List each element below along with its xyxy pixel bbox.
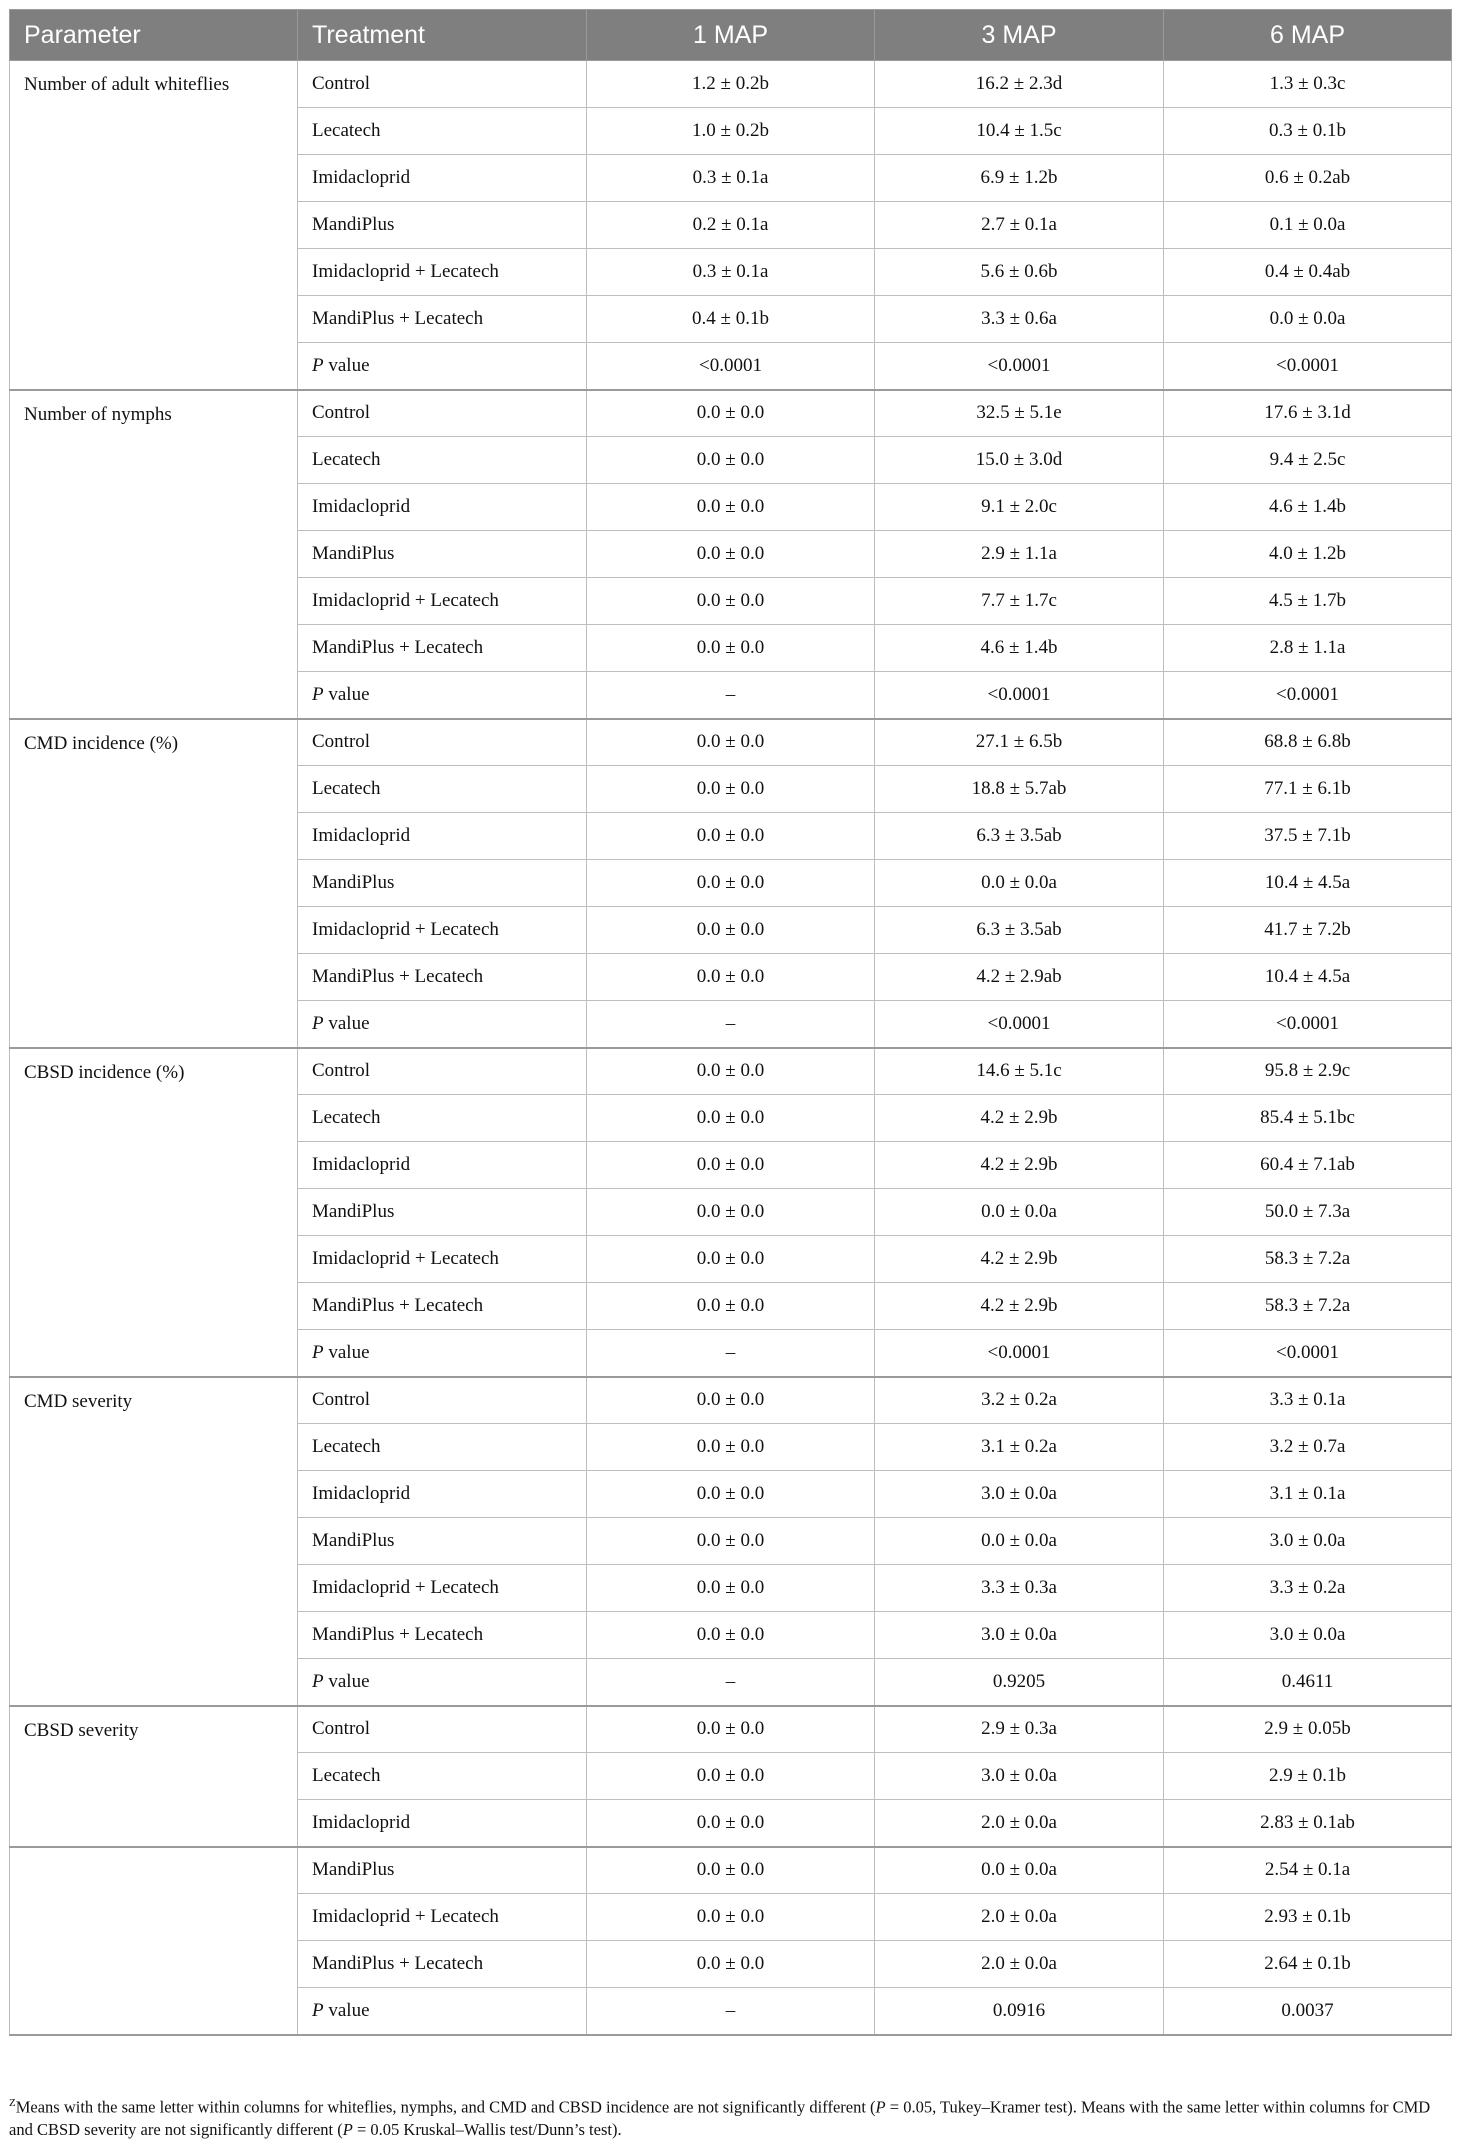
- header-1-map: 1 MAP: [587, 10, 875, 61]
- p-value-label: [298, 343, 587, 390]
- treatment-cell: Imidacloprid: [298, 484, 587, 531]
- value-3-map: 4.2 ± 2.9b: [875, 1142, 1164, 1189]
- treatment-cell: MandiPlus + Lecatech: [298, 625, 587, 672]
- value-6-map: 3.0 ± 0.0a: [1164, 1518, 1452, 1565]
- value-6-map: 2.83 ± 0.1ab: [1164, 1800, 1452, 1847]
- value-3-map: 0.0 ± 0.0a: [875, 860, 1164, 907]
- value-3-map: 3.1 ± 0.2a: [875, 1424, 1164, 1471]
- treatment-cell: Imidacloprid + Lecatech: [298, 249, 587, 296]
- p-value-label: [298, 1659, 587, 1706]
- footnote-marker: Z: [9, 2097, 16, 2109]
- value-3-map: 3.0 ± 0.0a: [875, 1753, 1164, 1800]
- value-1-map: 0.0 ± 0.0: [587, 860, 875, 907]
- value-1-map: 0.0 ± 0.0: [587, 1894, 875, 1941]
- value-1-map: 0.0 ± 0.0: [587, 531, 875, 578]
- p-italic: P: [312, 1012, 324, 1034]
- value-3-map: 2.7 ± 0.1a: [875, 202, 1164, 249]
- value-3-map: 3.2 ± 0.2a: [875, 1377, 1164, 1424]
- value-1-map: 0.0 ± 0.0: [587, 1612, 875, 1659]
- p-value-6-map: <0.0001: [1164, 1330, 1452, 1377]
- treatment-cell: Control: [298, 390, 587, 437]
- value-3-map: 4.2 ± 2.9b: [875, 1236, 1164, 1283]
- treatment-cell: Control: [298, 61, 587, 108]
- table-row: [10, 390, 1452, 437]
- value-6-map: 2.54 ± 0.1a: [1164, 1847, 1452, 1894]
- p-label-rest: value: [323, 1999, 370, 2021]
- treatment-cell: Control: [298, 1377, 587, 1424]
- value-1-map: 0.0 ± 0.0: [587, 1424, 875, 1471]
- value-6-map: 17.6 ± 3.1d: [1164, 390, 1452, 437]
- p-italic: P: [312, 1670, 324, 1692]
- table-row: [10, 1847, 1452, 1894]
- value-3-map: 2.0 ± 0.0a: [875, 1941, 1164, 1988]
- treatment-cell: Imidacloprid + Lecatech: [298, 1565, 587, 1612]
- p-value-1-map: <0.0001: [587, 343, 875, 390]
- value-3-map: 14.6 ± 5.1c: [875, 1048, 1164, 1095]
- treatment-cell: MandiPlus: [298, 1189, 587, 1236]
- treatment-cell: Control: [298, 719, 587, 766]
- value-6-map: 2.9 ± 0.05b: [1164, 1706, 1452, 1753]
- value-3-map: 6.3 ± 3.5ab: [875, 907, 1164, 954]
- treatment-cell: MandiPlus: [298, 1518, 587, 1565]
- treatment-cell: Imidacloprid: [298, 813, 587, 860]
- p-value-1-map: –: [587, 1988, 875, 2035]
- p-value-3-map: <0.0001: [875, 1001, 1164, 1048]
- treatment-cell: MandiPlus: [298, 531, 587, 578]
- value-1-map: 0.0 ± 0.0: [587, 1941, 875, 1988]
- value-3-map: 4.2 ± 2.9b: [875, 1095, 1164, 1142]
- treatment-cell: Imidacloprid + Lecatech: [298, 578, 587, 625]
- treatment-cell: Lecatech: [298, 1095, 587, 1142]
- value-1-map: 0.3 ± 0.1a: [587, 155, 875, 202]
- treatment-cell: Lecatech: [298, 766, 587, 813]
- value-6-map: 0.0 ± 0.0a: [1164, 296, 1452, 343]
- header-treatment: Treatment: [298, 10, 587, 61]
- value-1-map: 0.2 ± 0.1a: [587, 202, 875, 249]
- parameter-cell: Number of adult whiteflies: [10, 61, 298, 390]
- p-value-3-map: 0.0916: [875, 1988, 1164, 2035]
- p-value-6-map: <0.0001: [1164, 672, 1452, 719]
- p-label-rest: value: [323, 1670, 370, 1692]
- value-6-map: 0.1 ± 0.0a: [1164, 202, 1452, 249]
- p-value-6-map: <0.0001: [1164, 1001, 1452, 1048]
- footnote-p-2: P: [342, 2119, 353, 2139]
- value-1-map: 0.0 ± 0.0: [587, 813, 875, 860]
- p-label-rest: value: [323, 683, 370, 705]
- treatment-cell: Lecatech: [298, 108, 587, 155]
- value-3-map: 6.9 ± 1.2b: [875, 155, 1164, 202]
- value-1-map: 0.0 ± 0.0: [587, 1048, 875, 1095]
- value-1-map: 0.0 ± 0.0: [587, 625, 875, 672]
- value-1-map: 0.3 ± 0.1a: [587, 249, 875, 296]
- value-6-map: 0.3 ± 0.1b: [1164, 108, 1452, 155]
- p-value-label: [298, 672, 587, 719]
- table-row: [10, 1048, 1452, 1095]
- value-6-map: 58.3 ± 7.2a: [1164, 1283, 1452, 1330]
- value-6-map: 4.6 ± 1.4b: [1164, 484, 1452, 531]
- p-italic: P: [312, 354, 324, 376]
- value-6-map: 3.0 ± 0.0a: [1164, 1612, 1452, 1659]
- p-label-rest: value: [323, 1341, 370, 1363]
- value-1-map: 0.0 ± 0.0: [587, 1847, 875, 1894]
- header-row: [10, 10, 1452, 61]
- parameter-cell: CBSD incidence (%): [10, 1048, 298, 1377]
- value-1-map: 0.0 ± 0.0: [587, 954, 875, 1001]
- p-value-6-map: <0.0001: [1164, 343, 1452, 390]
- value-6-map: 3.3 ± 0.2a: [1164, 1565, 1452, 1612]
- treatment-cell: Control: [298, 1048, 587, 1095]
- treatment-cell: Imidacloprid: [298, 1800, 587, 1847]
- p-label-rest: value: [323, 354, 370, 376]
- footnote-text-2: = 0.05, Tukey–Kramer test). Means with the same letter within columns for CMD and CBSD severity are not significantly different (: [9, 2097, 1431, 2139]
- value-1-map: 0.0 ± 0.0: [587, 578, 875, 625]
- value-6-map: 3.3 ± 0.1a: [1164, 1377, 1452, 1424]
- p-label-rest: value: [323, 1012, 370, 1034]
- treatment-cell: MandiPlus + Lecatech: [298, 1612, 587, 1659]
- header-3-map: 3 MAP: [875, 10, 1164, 61]
- value-1-map: 0.0 ± 0.0: [587, 1377, 875, 1424]
- value-6-map: 2.64 ± 0.1b: [1164, 1941, 1452, 1988]
- value-1-map: 0.0 ± 0.0: [587, 1706, 875, 1753]
- header-6-map: 6 MAP: [1164, 10, 1452, 61]
- value-1-map: 0.0 ± 0.0: [587, 1565, 875, 1612]
- table-row: [10, 719, 1452, 766]
- value-1-map: 0.0 ± 0.0: [587, 1283, 875, 1330]
- footnote-text-3: = 0.05 Kruskal–Wallis test/Dunn’s test).: [352, 2119, 622, 2139]
- results-table: [9, 9, 1452, 2036]
- parameter-cell: CMD severity: [10, 1377, 298, 1706]
- value-1-map: 0.0 ± 0.0: [587, 1518, 875, 1565]
- p-value-6-map: 0.4611: [1164, 1659, 1452, 1706]
- value-3-map: 2.9 ± 1.1a: [875, 531, 1164, 578]
- value-3-map: 10.4 ± 1.5c: [875, 108, 1164, 155]
- value-3-map: 7.7 ± 1.7c: [875, 578, 1164, 625]
- treatment-cell: MandiPlus: [298, 1847, 587, 1894]
- treatment-cell: MandiPlus + Lecatech: [298, 296, 587, 343]
- value-1-map: 0.4 ± 0.1b: [587, 296, 875, 343]
- value-1-map: 0.0 ± 0.0: [587, 719, 875, 766]
- table-row: [10, 1377, 1452, 1424]
- p-value-3-map: <0.0001: [875, 343, 1164, 390]
- value-1-map: 0.0 ± 0.0: [587, 390, 875, 437]
- value-6-map: 10.4 ± 4.5a: [1164, 860, 1452, 907]
- value-6-map: 37.5 ± 7.1b: [1164, 813, 1452, 860]
- value-3-map: 3.0 ± 0.0a: [875, 1471, 1164, 1518]
- p-value-1-map: –: [587, 672, 875, 719]
- value-3-map: 16.2 ± 2.3d: [875, 61, 1164, 108]
- table-body: [10, 61, 1452, 2035]
- value-1-map: 0.0 ± 0.0: [587, 1095, 875, 1142]
- value-6-map: 60.4 ± 7.1ab: [1164, 1142, 1452, 1189]
- value-1-map: 0.0 ± 0.0: [587, 484, 875, 531]
- treatment-cell: Imidacloprid + Lecatech: [298, 1236, 587, 1283]
- p-value-3-map: <0.0001: [875, 672, 1164, 719]
- value-6-map: 1.3 ± 0.3c: [1164, 61, 1452, 108]
- treatment-cell: Imidacloprid: [298, 1471, 587, 1518]
- footnote-text-1: Means with the same letter within columns for whiteflies, nymphs, and CMD and CBSD incidence are not significantly different (: [15, 2097, 876, 2117]
- treatment-cell: Lecatech: [298, 437, 587, 484]
- treatment-cell: MandiPlus + Lecatech: [298, 1283, 587, 1330]
- treatment-cell: MandiPlus: [298, 860, 587, 907]
- parameter-cell: Number of nymphs: [10, 390, 298, 719]
- value-6-map: 3.1 ± 0.1a: [1164, 1471, 1452, 1518]
- value-1-map: 0.0 ± 0.0: [587, 1800, 875, 1847]
- value-1-map: 0.0 ± 0.0: [587, 907, 875, 954]
- value-6-map: 2.93 ± 0.1b: [1164, 1894, 1452, 1941]
- treatment-cell: MandiPlus + Lecatech: [298, 1941, 587, 1988]
- value-1-map: 0.0 ± 0.0: [587, 1753, 875, 1800]
- value-6-map: 4.5 ± 1.7b: [1164, 578, 1452, 625]
- value-6-map: 41.7 ± 7.2b: [1164, 907, 1452, 954]
- treatment-cell: Imidacloprid + Lecatech: [298, 1894, 587, 1941]
- value-1-map: 0.0 ± 0.0: [587, 1236, 875, 1283]
- value-3-map: 6.3 ± 3.5ab: [875, 813, 1164, 860]
- value-1-map: 1.2 ± 0.2b: [587, 61, 875, 108]
- value-6-map: 0.4 ± 0.4ab: [1164, 249, 1452, 296]
- p-value-label: [298, 1330, 587, 1377]
- value-3-map: 2.9 ± 0.3a: [875, 1706, 1164, 1753]
- value-3-map: 5.6 ± 0.6b: [875, 249, 1164, 296]
- value-6-map: 10.4 ± 4.5a: [1164, 954, 1452, 1001]
- table-row: [10, 61, 1452, 108]
- value-3-map: 0.0 ± 0.0a: [875, 1847, 1164, 1894]
- value-6-map: 50.0 ± 7.3a: [1164, 1189, 1452, 1236]
- value-6-map: 3.2 ± 0.7a: [1164, 1424, 1452, 1471]
- p-value-label: [298, 1988, 587, 2035]
- value-3-map: 32.5 ± 5.1e: [875, 390, 1164, 437]
- treatment-cell: Imidacloprid + Lecatech: [298, 907, 587, 954]
- treatment-cell: Imidacloprid: [298, 1142, 587, 1189]
- value-3-map: 4.2 ± 2.9ab: [875, 954, 1164, 1001]
- value-6-map: 9.4 ± 2.5c: [1164, 437, 1452, 484]
- value-1-map: 1.0 ± 0.2b: [587, 108, 875, 155]
- parameter-cell: CBSD severity: [10, 1706, 298, 1847]
- header-parameter: Parameter: [10, 10, 298, 61]
- p-value-1-map: –: [587, 1330, 875, 1377]
- value-6-map: 4.0 ± 1.2b: [1164, 531, 1452, 578]
- p-italic: P: [312, 1341, 324, 1363]
- treatment-cell: Lecatech: [298, 1753, 587, 1800]
- p-italic: P: [312, 683, 324, 705]
- p-value-label: [298, 1001, 587, 1048]
- value-6-map: 77.1 ± 6.1b: [1164, 766, 1452, 813]
- value-3-map: 4.2 ± 2.9b: [875, 1283, 1164, 1330]
- value-6-map: 68.8 ± 6.8b: [1164, 719, 1452, 766]
- value-3-map: 27.1 ± 6.5b: [875, 719, 1164, 766]
- treatment-cell: MandiPlus + Lecatech: [298, 954, 587, 1001]
- value-1-map: 0.0 ± 0.0: [587, 437, 875, 484]
- treatment-cell: Lecatech: [298, 1424, 587, 1471]
- value-3-map: 18.8 ± 5.7ab: [875, 766, 1164, 813]
- value-6-map: 58.3 ± 7.2a: [1164, 1236, 1452, 1283]
- value-3-map: 0.0 ± 0.0a: [875, 1518, 1164, 1565]
- value-1-map: 0.0 ± 0.0: [587, 766, 875, 813]
- value-6-map: 2.8 ± 1.1a: [1164, 625, 1452, 672]
- value-6-map: 85.4 ± 5.1bc: [1164, 1095, 1452, 1142]
- value-6-map: 0.6 ± 0.2ab: [1164, 155, 1452, 202]
- value-3-map: 0.0 ± 0.0a: [875, 1189, 1164, 1236]
- value-6-map: 95.8 ± 2.9c: [1164, 1048, 1452, 1095]
- value-3-map: 3.3 ± 0.3a: [875, 1565, 1164, 1612]
- table-footnote: [9, 2092, 1451, 2141]
- value-3-map: 3.3 ± 0.6a: [875, 296, 1164, 343]
- parameter-cell: CMD incidence (%): [10, 719, 298, 1048]
- value-3-map: 2.0 ± 0.0a: [875, 1800, 1164, 1847]
- p-italic: P: [312, 1999, 324, 2021]
- value-3-map: 15.0 ± 3.0d: [875, 437, 1164, 484]
- treatment-cell: MandiPlus: [298, 202, 587, 249]
- value-3-map: 9.1 ± 2.0c: [875, 484, 1164, 531]
- p-value-3-map: 0.9205: [875, 1659, 1164, 1706]
- value-1-map: 0.0 ± 0.0: [587, 1189, 875, 1236]
- footnote-p-1: P: [875, 2097, 886, 2117]
- value-3-map: 3.0 ± 0.0a: [875, 1612, 1164, 1659]
- treatment-cell: Imidacloprid: [298, 155, 587, 202]
- p-value-1-map: –: [587, 1001, 875, 1048]
- p-value-3-map: <0.0001: [875, 1330, 1164, 1377]
- value-6-map: 2.9 ± 0.1b: [1164, 1753, 1452, 1800]
- value-1-map: 0.0 ± 0.0: [587, 1142, 875, 1189]
- value-3-map: 4.6 ± 1.4b: [875, 625, 1164, 672]
- p-value-1-map: –: [587, 1659, 875, 1706]
- value-3-map: 2.0 ± 0.0a: [875, 1894, 1164, 1941]
- table-row: [10, 1706, 1452, 1753]
- parameter-cell-continued: [10, 1847, 298, 2035]
- value-1-map: 0.0 ± 0.0: [587, 1471, 875, 1518]
- p-value-6-map: 0.0037: [1164, 1988, 1452, 2035]
- treatment-cell: Control: [298, 1706, 587, 1753]
